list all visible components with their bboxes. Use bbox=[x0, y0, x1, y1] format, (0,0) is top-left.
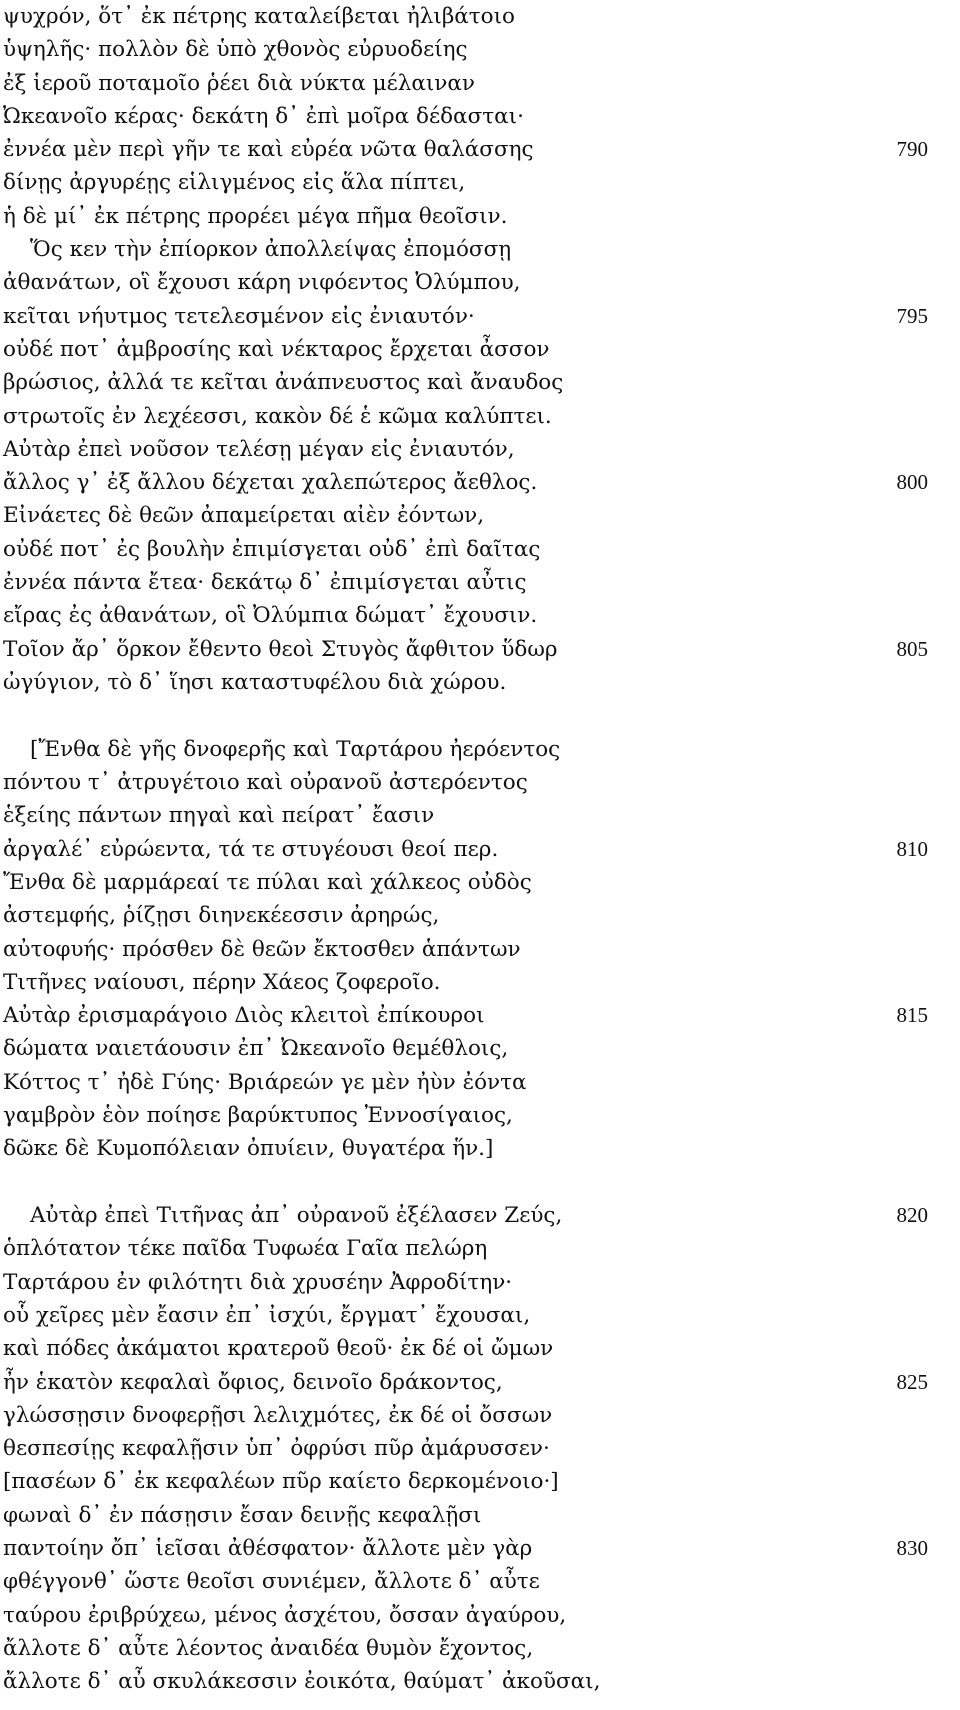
line-number: 825 bbox=[896, 1369, 928, 1394]
verse-line bbox=[0, 100, 960, 133]
verse-line bbox=[0, 300, 960, 333]
verse-line bbox=[0, 1399, 960, 1432]
verse-line bbox=[0, 1499, 960, 1532]
verse-block bbox=[0, 0, 960, 699]
verse-text: αὐτοφυής· πρόσθεν δὲ θεῶν ἔκτοσθεν ἁπάντων bbox=[3, 936, 521, 962]
verse-text: Ἔνθα δὲ μαρμάρεαί τε πύλαι καὶ χάλκεος οὐδὸς bbox=[3, 869, 532, 895]
verse-text: Εἰνάετες δὲ θεῶν ἀπαμείρεται αἰὲν ἐόντων, bbox=[3, 503, 485, 529]
verse-line bbox=[0, 1266, 960, 1299]
verse-text: ὑψηλῆς· πολλὸν δὲ ὑπὸ χθονὸς εὐρυοδείης bbox=[3, 37, 468, 63]
verse-line bbox=[0, 1366, 960, 1399]
verse-text: θεσπεσίῃς κεφαλῇσιν ὑπ᾽ ὀφρύσι πῦρ ἀμάρυσσεν· bbox=[3, 1436, 550, 1462]
verse-line bbox=[0, 1299, 960, 1332]
verse-line bbox=[0, 1032, 960, 1065]
verse-line bbox=[0, 899, 960, 932]
verse-text: ψυχρόν, ὅτ᾽ ἐκ πέτρης καταλείβεται ἠλιβάτοιο bbox=[3, 4, 515, 29]
verse-text: ἐννέα πάντα ἔτεα· δεκάτῳ δ᾽ ἐπιμίσγεται αὖτις bbox=[3, 570, 527, 596]
verse-text: δίνῃς ἀργυρέῃς εἱλιγμένος εἰς ἅλα πίπτει, bbox=[3, 170, 466, 196]
verse-line bbox=[0, 633, 960, 666]
line-number: 790 bbox=[896, 137, 928, 162]
verse-text: δώματα ναιετάουσιν ἐπ᾽ Ὠκεανοῖο θεμέθλοις, bbox=[3, 1036, 509, 1062]
verse-line bbox=[0, 33, 960, 66]
verse-text: ἑξείης πάντων πηγαὶ καὶ πείρατ᾽ ἔασιν bbox=[3, 803, 435, 829]
verse-text: στρωτοῖς ἐν λεχέεσσι, κακὸν δέ ἑ κῶμα καλύπτει. bbox=[3, 403, 552, 429]
verse-line bbox=[0, 0, 960, 33]
verse-text: Κόττος τ᾽ ἠδὲ Γύης· Βριάρεών γε μὲν ἠὺν ἐόντα bbox=[3, 1069, 527, 1095]
verse-text: [Ἔνθα δὲ γῆς δνοφερῆς καὶ Ταρτάρου ἠερόεντος bbox=[30, 736, 561, 762]
verse-line bbox=[0, 566, 960, 599]
verse-text: Ὠκεανοῖο κέρας· δεκάτη δ᾽ ἐπὶ μοῖρα δέδασται· bbox=[3, 103, 524, 129]
line-number: 800 bbox=[896, 470, 928, 495]
verse-text: φωναὶ δ᾽ ἐν πάσῃσιν ἔσαν δεινῇς κεφαλῇσι bbox=[3, 1502, 482, 1528]
verse-text: ἄλλος γ᾽ ἐξ ἄλλου δέχεται χαλεπώτερος ἄεθλος. bbox=[3, 470, 538, 496]
verse-text: φθέγγονθ᾽ ὥστε θεοῖσι συνιέμεν, ἄλλοτε δ᾽ αὖτε bbox=[3, 1569, 540, 1595]
verse-line bbox=[0, 533, 960, 566]
verse-line bbox=[0, 366, 960, 399]
verse-line bbox=[0, 499, 960, 532]
verse-line bbox=[0, 200, 960, 233]
verse-text: ἡ δὲ μί᾽ ἐκ πέτρης προρέει μέγα πῆμα θεοῖσιν. bbox=[3, 203, 508, 229]
verse-line bbox=[0, 1632, 960, 1665]
verse-line bbox=[0, 266, 960, 299]
verse-line bbox=[0, 766, 960, 799]
verse-line bbox=[0, 400, 960, 433]
verse-text: ταύρου ἐριβρύχεω, μένος ἀσχέτου, ὄσσαν ἀγαύρου, bbox=[3, 1602, 567, 1628]
verse-line bbox=[0, 966, 960, 999]
verse-text: ἀστεμφής, ῥίζῃσι διηνεκέεσσιν ἀρηρώς, bbox=[3, 903, 440, 929]
verse-text: βρώσιος, ἀλλά τε κεῖται ἀνάπνευστος καὶ ἄναυδος bbox=[3, 370, 564, 396]
verse-line bbox=[0, 1232, 960, 1265]
verse-line bbox=[0, 1599, 960, 1632]
verse-line bbox=[0, 433, 960, 466]
verse-text: Αὐτὰρ ἐπεὶ νοῦσον τελέσῃ μέγαν εἰς ἐνιαυτόν, bbox=[3, 436, 515, 462]
verse-line bbox=[0, 1099, 960, 1132]
verse-line bbox=[0, 466, 960, 499]
verse-line bbox=[0, 1465, 960, 1498]
verse-text: οὗ χεῖρες μὲν ἔασιν ἐπ᾽ ἰσχύι, ἔργματ᾽ ἔχουσαι, bbox=[3, 1302, 531, 1328]
verse-line bbox=[0, 233, 960, 266]
verse-text: ὠγύγιον, τὸ δ᾽ ἵησι καταστυφέλου διὰ χώρου. bbox=[3, 669, 507, 695]
verse-text: Αὐτὰρ ἐπεὶ Τιτῆνας ἀπ᾽ οὐρανοῦ ἐξέλασεν Ζεύς, bbox=[30, 1203, 563, 1229]
stanza-gap bbox=[0, 699, 960, 733]
verse-text: [πασέων δ᾽ ἐκ κεφαλέων πῦρ καίετο δερκομένοιο·] bbox=[3, 1469, 559, 1495]
verse-text: ἄλλοτε δ᾽ αὖ σκυλάκεσσιν ἐοικότα, θαύματ᾽ ἀκοῦσαι, bbox=[3, 1669, 601, 1695]
line-number: 830 bbox=[896, 1536, 928, 1561]
verse-text: Ταρτάρου ἐν φιλότητι διὰ χρυσέην Ἀφροδίτην· bbox=[3, 1269, 513, 1295]
verse-line bbox=[0, 833, 960, 866]
verse-line bbox=[0, 1132, 960, 1165]
verse-text: ἐξ ἱεροῦ ποταμοῖο ῥέει διὰ νύκτα μέλαιναν bbox=[3, 70, 475, 96]
verse-text: Ὅς κεν τὴν ἐπίορκον ἀπολλείψας ἐπομόσσῃ bbox=[30, 237, 512, 263]
verse-text: ἦν ἑκατὸν κεφαλαὶ ὄφιος, δεινοῖο δράκοντος, bbox=[3, 1369, 503, 1395]
verse-text: πόντου τ᾽ ἀτρυγέτοιο καὶ οὐρανοῦ ἀστερόεντος bbox=[3, 770, 528, 796]
line-number: 815 bbox=[896, 1003, 928, 1028]
verse-text: καὶ πόδες ἀκάματοι κρατεροῦ θεοῦ· ἐκ δέ οἱ ὤμων bbox=[3, 1336, 554, 1362]
verse-text: Τιτῆνες ναίουσι, πέρην Χάεος ζοφεροῖο. bbox=[3, 969, 441, 995]
line-number: 820 bbox=[896, 1203, 928, 1228]
verse-line bbox=[0, 599, 960, 632]
verse-text: κεῖται νήυτμος τετελεσμένον εἰς ἐνιαυτόν· bbox=[3, 303, 475, 329]
verse-block bbox=[0, 733, 960, 1166]
verse-text: γαμβρὸν ἑὸν ποίησε βαρύκτυπος Ἐννοσίγαιος, bbox=[3, 1103, 513, 1128]
verse-line bbox=[0, 866, 960, 899]
verse-line bbox=[0, 933, 960, 966]
verse-line bbox=[0, 1532, 960, 1565]
line-number: 810 bbox=[896, 836, 928, 861]
verse-line bbox=[0, 1432, 960, 1465]
verse-text: οὐδέ ποτ᾽ ἐς βουλὴν ἐπιμίσγεται οὐδ᾽ ἐπὶ δαῖτας bbox=[3, 536, 541, 562]
stanza-gap bbox=[0, 1166, 960, 1200]
verse-line bbox=[0, 133, 960, 166]
verse-text: ἐννέα μὲν περὶ γῆν τε καὶ εὐρέα νῶτα θαλάσσης bbox=[3, 137, 534, 163]
line-number: 805 bbox=[896, 636, 928, 661]
verse-line bbox=[0, 999, 960, 1032]
verse-block bbox=[0, 1199, 960, 1698]
verse-text: Αὐτὰρ ἐρισμαράγοιο Διὸς κλειτοὶ ἐπίκουροι bbox=[3, 1003, 485, 1029]
line-number: 795 bbox=[896, 303, 928, 328]
verse-line bbox=[0, 333, 960, 366]
verse-text: οὐδέ ποτ᾽ ἀμβροσίης καὶ νέκταρος ἔρχεται ἆσσον bbox=[3, 336, 550, 362]
verse-line bbox=[0, 1565, 960, 1598]
verse-text: ἀθανάτων, οἳ ἔχουσι κάρη νιφόεντος Ὀλύμπου, bbox=[3, 270, 521, 296]
verse-line bbox=[0, 1199, 960, 1232]
verse-line bbox=[0, 1665, 960, 1698]
verse-line bbox=[0, 666, 960, 699]
verse-text: ἄλλοτε δ᾽ αὖτε λέοντος ἀναιδέα θυμὸν ἔχοντος, bbox=[3, 1635, 534, 1661]
verse-text: παντοίην ὄπ᾽ ἱεῖσαι ἀθέσφατον· ἄλλοτε μὲν γὰρ bbox=[3, 1536, 533, 1562]
verse-line bbox=[0, 166, 960, 199]
verse-line bbox=[0, 799, 960, 832]
verse-text: ὁπλότατον τέκε παῖδα Τυφωέα Γαῖα πελώρη bbox=[3, 1236, 488, 1262]
verse-text: εἴρας ἐς ἀθανάτων, οἳ Ὀλύμπια δώματ᾽ ἔχουσιν. bbox=[3, 603, 538, 629]
verse-text: δῶκε δὲ Κυμοπόλειαν ὀπυίειν, θυγατέρα ἥν.] bbox=[3, 1136, 494, 1162]
verse-text: Τοῖον ἄρ᾽ ὅρκον ἔθεντο θεοὶ Στυγὸς ἄφθιτον ὕδωρ bbox=[3, 636, 558, 662]
verse-line bbox=[0, 1332, 960, 1365]
verse-text: ἀργαλέ᾽ εὐρώεντα, τά τε στυγέουσι θεοί περ. bbox=[3, 836, 499, 862]
verse-line bbox=[0, 733, 960, 766]
verse-line bbox=[0, 67, 960, 100]
verse-line bbox=[0, 1066, 960, 1099]
verse-text: γλώσσῃσιν δνοφερῇσι λελιχμότες, ἐκ δέ οἱ ὄσσων bbox=[3, 1402, 553, 1428]
